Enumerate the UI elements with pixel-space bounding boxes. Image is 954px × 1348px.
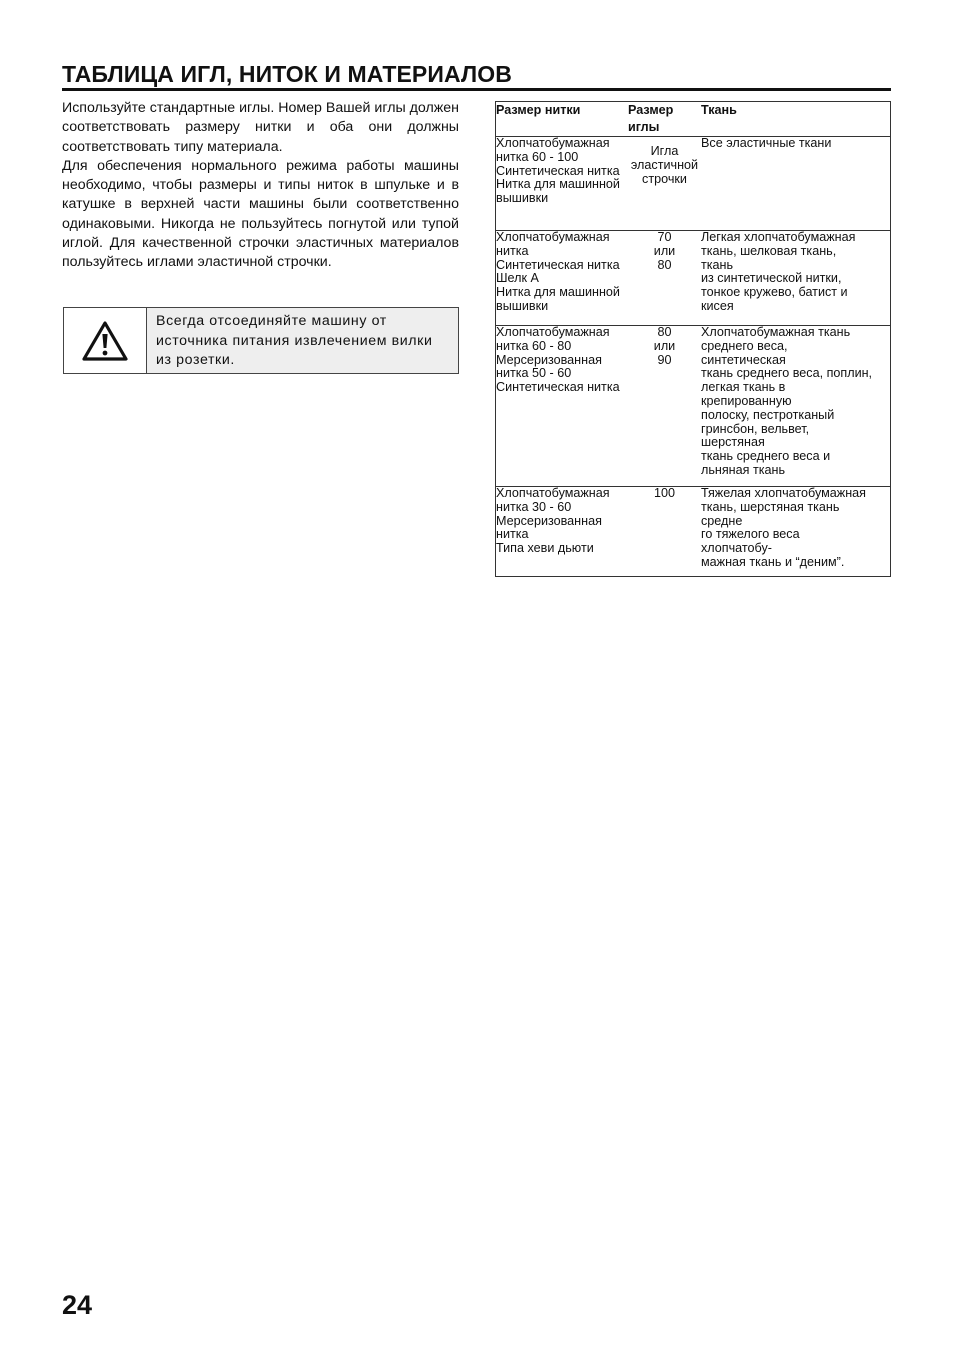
warning-text: Всегда отсоединяйте машину от источника питания извлечением вилки из розетки.: [147, 308, 458, 373]
title-divider: [62, 88, 891, 91]
table-row: [496, 137, 891, 231]
table-row: [496, 326, 891, 487]
warning-box: [63, 307, 459, 374]
thread-cell: Хлопчатобумажная нитка 30 - 60 Мерсеризованная нитка Типа хеви дьюти: [496, 487, 629, 577]
needle-cell: 80 или 90: [628, 326, 701, 487]
thread-cell: Хлопчатобумажная нитка Синтетическая нитка Шелк А Нитка для машинной вышивки: [496, 231, 629, 326]
warning-triangle-icon: [81, 320, 129, 362]
header-fabric: Ткань: [701, 102, 891, 137]
needle-cell: 100: [628, 487, 701, 577]
intro-text: [62, 99, 459, 273]
fabric-cell: Тяжелая хлопчатобумажная ткань, шерстяная ткань средне го тяжелого веса хлопчатобу- мажная ткань и “деним”.: [701, 487, 891, 577]
fabric-cell: Хлопчатобумажная ткань среднего веса, синтетическая ткань среднего веса, поплин, легкая ткань в крепированную полоску, пестротканый гринсбон, вельвет, шерстяная ткань среднего веса и льняная ткань: [701, 326, 891, 487]
needle-cell: Игла эластичной строчки: [628, 137, 701, 231]
fabric-cell: Все эластичные ткани: [701, 137, 891, 231]
header-needle-size: Размер иглы: [628, 102, 701, 137]
table-row: [496, 231, 891, 326]
needle-cell: 70 или 80: [628, 231, 701, 326]
page-title: ТАБЛИЦА ИГЛ, НИТОК И МАТЕРИАЛОВ: [62, 61, 512, 87]
intro-paragraph-1: Используйте стандартные иглы. Номер Вашей иглы должен соответствовать размеру нитки и оба они должны соответствовать типу материала.: [62, 100, 459, 155]
warning-icon-cell: [64, 308, 147, 373]
header-thread-size: Размер нитки: [496, 102, 629, 137]
intro-paragraph-2: Для обеспечения нормального режима работы машины необходимо, чтобы размеры и типы ниток в шпульке и в катушке в верхней части машины были соответственно одинаковыми. Никогда не пользуйтесь погнутой или тупой иглой. Для качественной строчки эластичных материалов пользуйтесь иглами эластичной строчки.: [62, 157, 459, 271]
table-row: [496, 487, 891, 577]
needle-thread-fabric-table: [495, 101, 891, 577]
thread-cell: Хлопчатобумажная нитка 60 - 80 Мерсеризованная нитка 50 - 60 Синтетическая нитка: [496, 326, 629, 487]
table-header-row: [496, 102, 891, 137]
page-number: 24: [62, 1290, 93, 1320]
thread-cell: Хлопчатобумажная нитка 60 - 100 Синтетическая нитка Нитка для машинной вышивки: [496, 137, 629, 231]
fabric-cell: Легкая хлопчатобумажная ткань, шелковая ткань, ткань из синтетической нитки, тонкое кружево, батист и кисея: [701, 231, 891, 326]
